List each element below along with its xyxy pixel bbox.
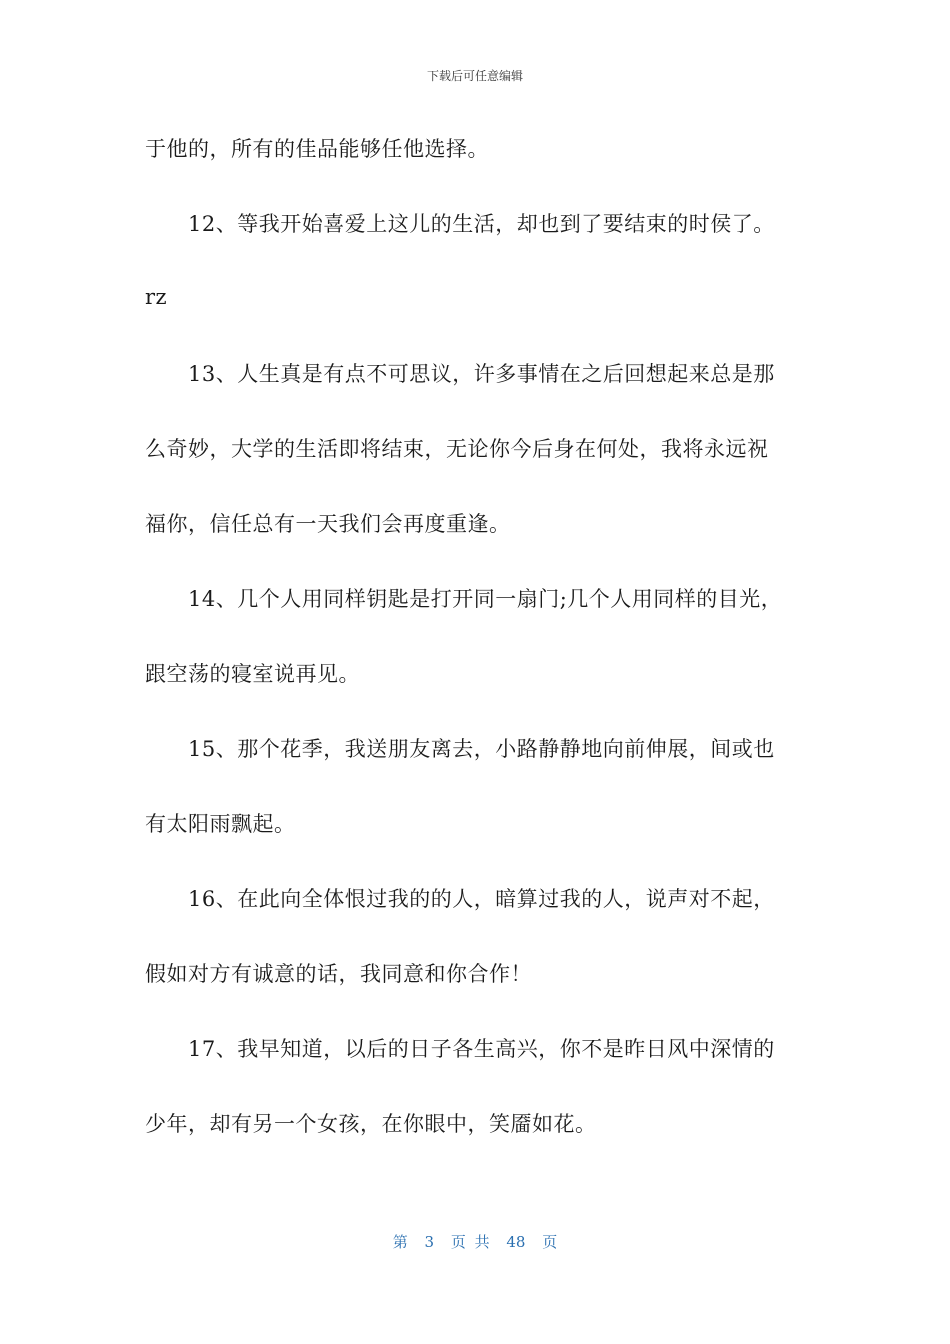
- text-line: 15、那个花季，我送朋友离去，小路静静地向前伸展，间或也: [188, 737, 775, 761]
- footer-middle: 页 共: [450, 1233, 490, 1251]
- text-line: 17、我早知道，以后的日子各生高兴，你不是昨日风中深情的: [188, 1037, 775, 1061]
- text-line: 跟空荡的寝室说再见。: [145, 662, 360, 686]
- text-line: 14、几个人用同样钥匙是打开同一扇门;几个人用同样的目光，: [188, 587, 783, 611]
- page-number: 3: [424, 1233, 435, 1251]
- text-line: 16、在此向全体恨过我的的人，暗算过我的人，说声对不起，: [188, 887, 775, 911]
- text-line: 有太阳雨飘起。: [145, 812, 296, 836]
- total-pages: 48: [506, 1233, 526, 1251]
- text-line: 福你，信任总有一天我们会再度重逢。: [145, 512, 511, 536]
- text-line: rz: [145, 285, 168, 309]
- text-line: 13、人生真是有点不可思议，许多事情在之后回想起来总是那: [188, 362, 775, 386]
- text-line: 假如对方有诚意的话，我同意和你合作！: [145, 962, 532, 986]
- text-line: 少年，却有另一个女孩，在你眼中，笑靥如花。: [145, 1112, 597, 1136]
- footer-suffix: 页: [542, 1233, 558, 1251]
- text-line: 于他的，所有的佳品能够任他选择。: [145, 137, 489, 161]
- text-line: 12、等我开始喜爱上这儿的生活，却也到了要结束的时侯了。: [188, 212, 775, 236]
- footer-prefix: 第: [392, 1233, 408, 1251]
- page-footer: [0, 1231, 950, 1252]
- text-line: 么奇妙，大学的生活即将结束，无论你今后身在何处，我将永远祝: [145, 437, 769, 461]
- page-header: 下载后可任意编辑: [426, 69, 523, 83]
